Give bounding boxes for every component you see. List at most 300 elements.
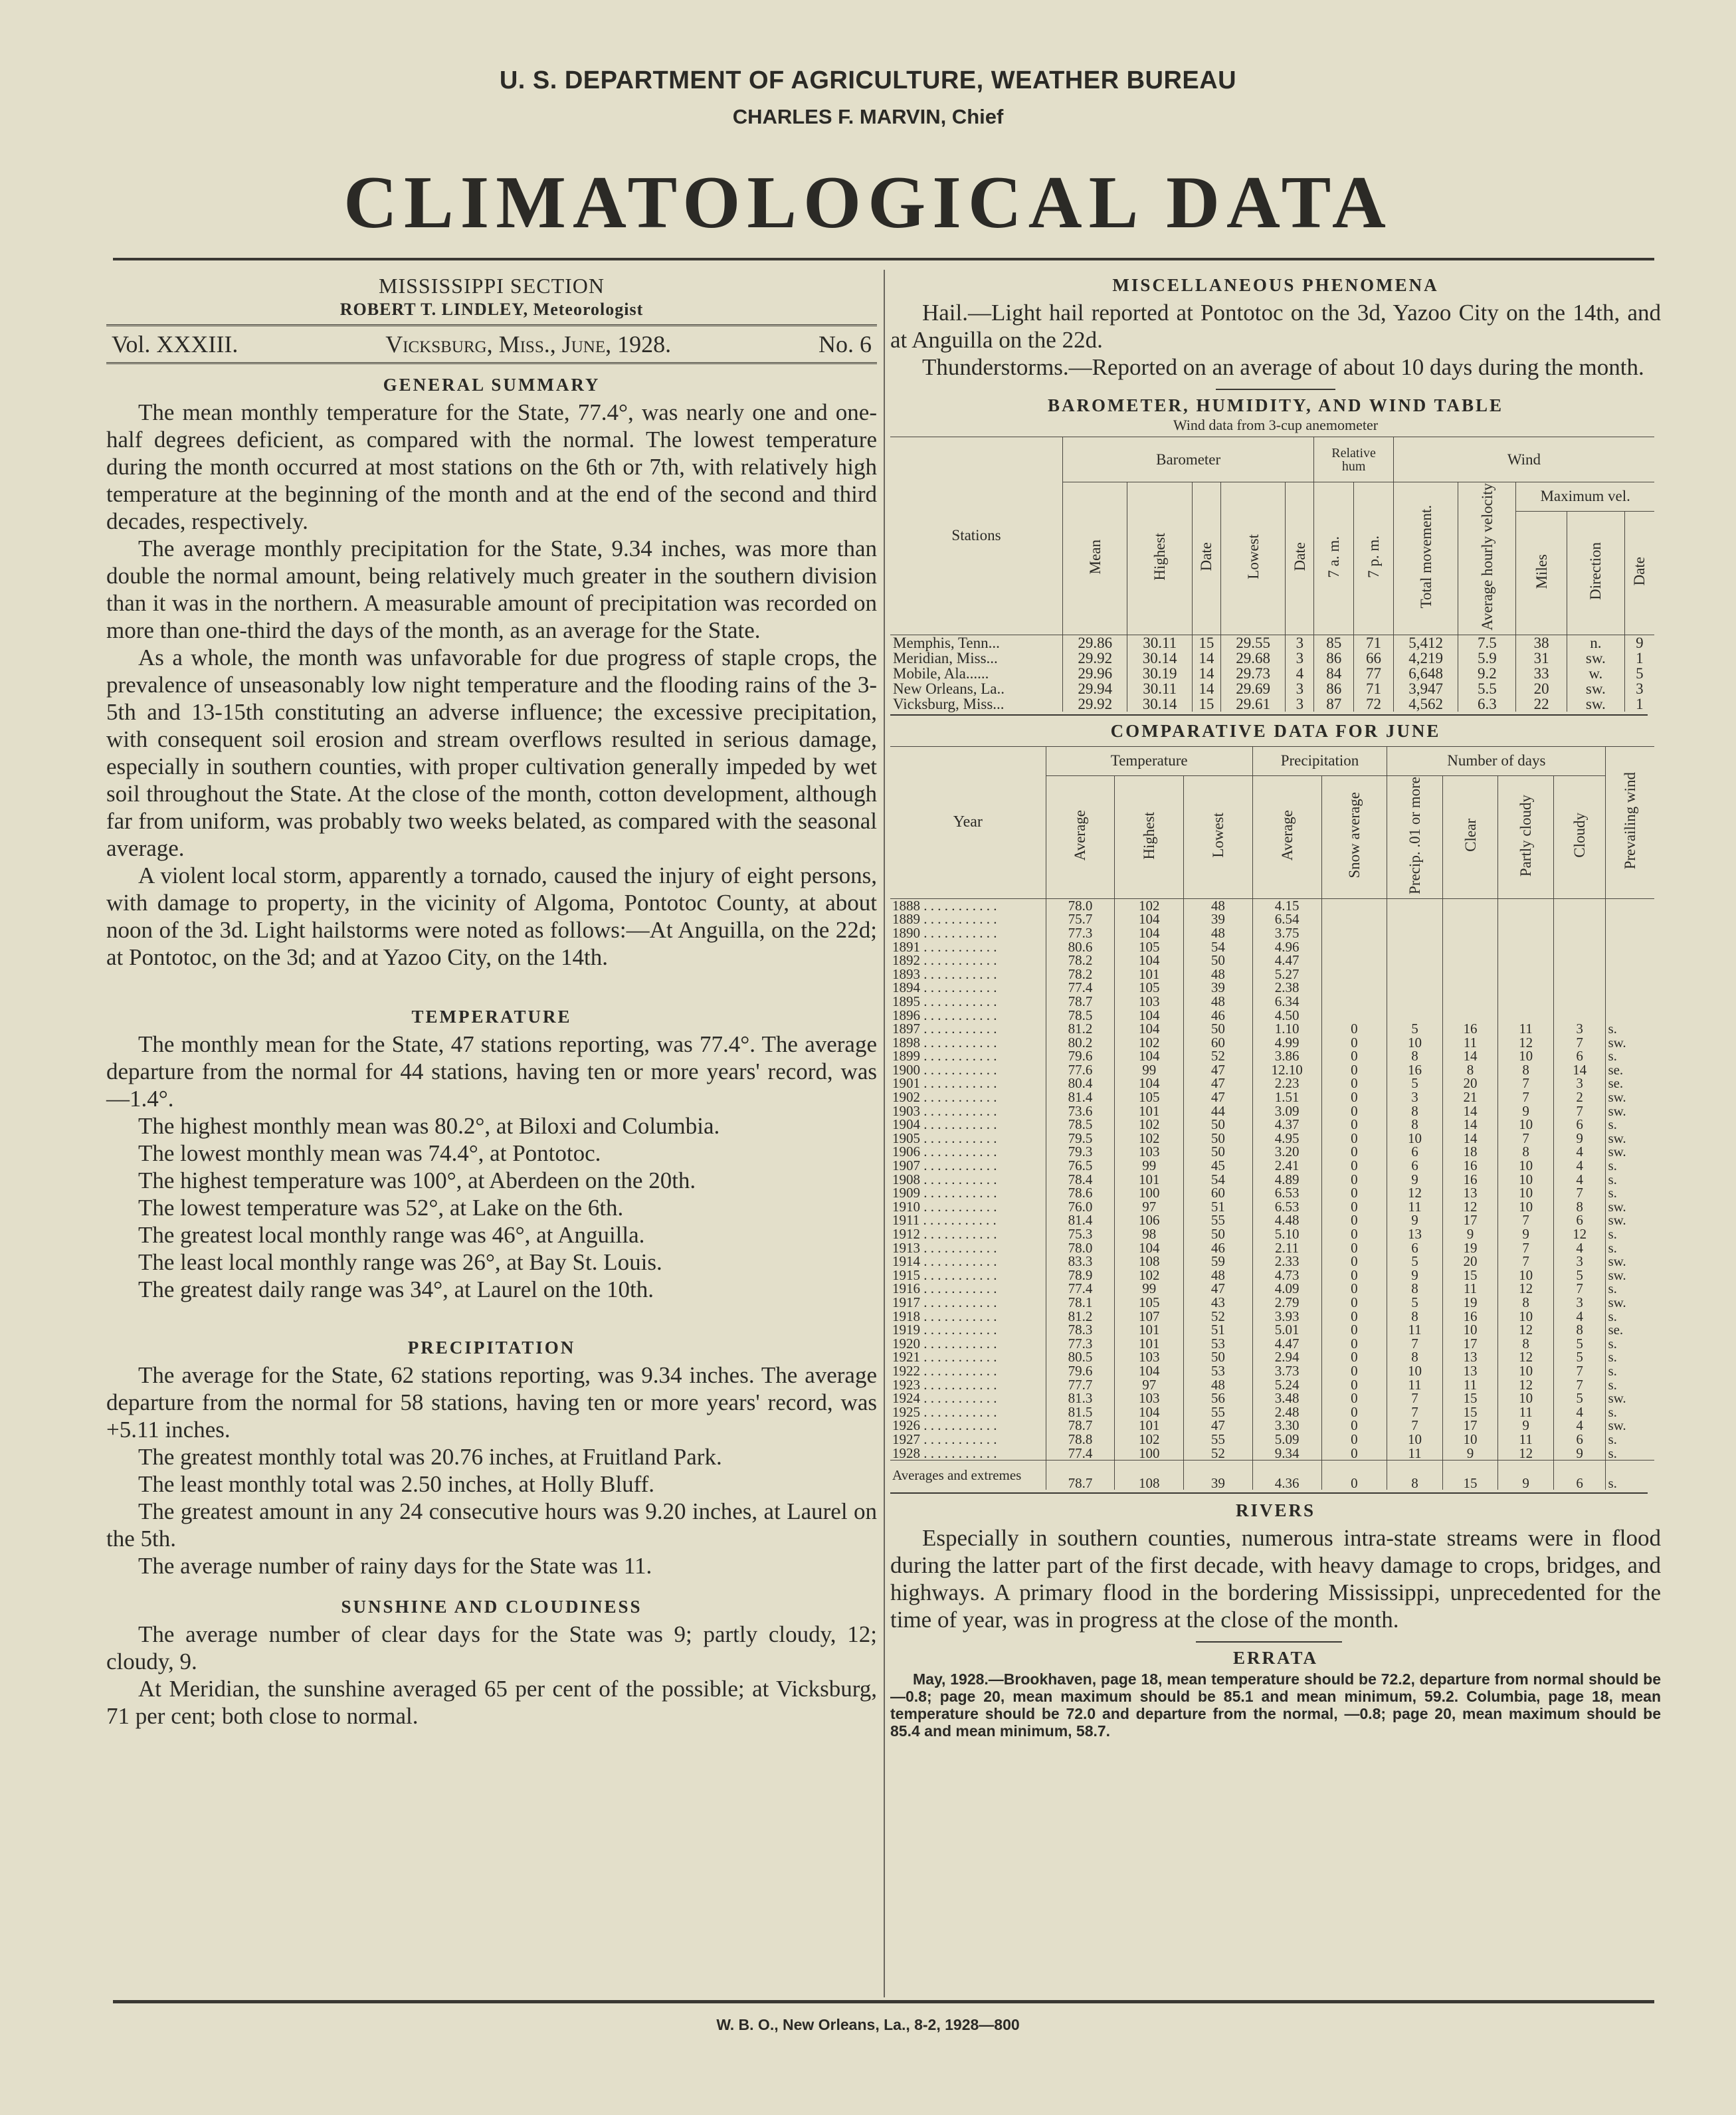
- table-cell: 17: [1442, 1337, 1498, 1351]
- table-cell: 3.75: [1252, 926, 1321, 940]
- table-cell: 8: [1387, 1460, 1443, 1490]
- table-cell: s.: [1606, 1337, 1654, 1351]
- col-snow-average: Snow average: [1345, 792, 1363, 879]
- precipitation-paragraph: The average number of rainy days for the State was 11.: [138, 1553, 652, 1579]
- table-cell: 0: [1321, 1186, 1387, 1200]
- table-cell: 12.10: [1252, 1063, 1321, 1077]
- table-cell: 6: [1553, 1460, 1606, 1490]
- year-row: [890, 1405, 1654, 1419]
- temperature-heading: TEMPERATURE: [411, 1007, 572, 1027]
- table-cell: 7: [1498, 1241, 1554, 1255]
- table-cell: [1498, 926, 1554, 940]
- table-cell: 14: [1553, 1063, 1606, 1077]
- table-cell: 97: [1115, 1378, 1184, 1392]
- year-row: [890, 1159, 1654, 1173]
- col-wind-date: Date: [1631, 557, 1648, 586]
- table-cell: s.: [1606, 1460, 1654, 1490]
- department-heading: U. S. DEPARTMENT OF AGRICULTURE, WEATHER BUREAU: [499, 66, 1237, 94]
- table-cell: [1387, 954, 1443, 967]
- table-cell: 48: [1184, 926, 1253, 940]
- table-cell: 15: [1442, 1405, 1498, 1419]
- year-label: 1896 . . . . . . . . . . .: [892, 1008, 997, 1023]
- table-cell: 30.19: [1127, 666, 1192, 681]
- table-cell: 4.36: [1252, 1460, 1321, 1490]
- barometer-table-title: BAROMETER, HUMIDITY, AND WIND TABLE: [1047, 395, 1504, 415]
- table-cell: 11: [1387, 1323, 1443, 1337]
- table-cell: 12: [1498, 1323, 1554, 1337]
- year-row: [890, 1118, 1654, 1132]
- table-cell: 9: [1498, 1460, 1554, 1490]
- table-cell: 102: [1115, 1268, 1184, 1282]
- table-cell: 77: [1354, 666, 1394, 681]
- table-cell: 0: [1321, 1076, 1387, 1090]
- table-cell: 5.9: [1458, 651, 1516, 666]
- table-cell: 0: [1321, 1255, 1387, 1268]
- table-cell: 21: [1442, 1090, 1498, 1104]
- sunshine-paragraph: The average number of clear days for the State was 9; partly cloudy, 12; cloudy, 9.: [106, 1621, 877, 1674]
- table-cell: 9: [1442, 1447, 1498, 1460]
- table-cell: 105: [1115, 940, 1184, 954]
- temperature-paragraph: The least local monthly range was 26°, at Bay St. Louis.: [138, 1249, 662, 1275]
- table-cell: s.: [1606, 1447, 1654, 1460]
- year-label: 1918 . . . . . . . . . . .: [892, 1309, 997, 1324]
- year-row: [890, 1104, 1654, 1118]
- table-cell: 102: [1115, 1132, 1184, 1146]
- table-cell: 39: [1184, 912, 1253, 926]
- table-cell: 0: [1321, 1282, 1387, 1296]
- summary-row: [890, 1460, 1654, 1490]
- table-cell: 78.7: [1046, 1419, 1115, 1433]
- col-highest: Highest: [1151, 533, 1169, 581]
- table-cell: 107: [1115, 1310, 1184, 1324]
- table-cell: [1442, 940, 1498, 954]
- station-name: New Orleans, La..: [893, 680, 1005, 697]
- col-mean: Mean: [1086, 539, 1104, 575]
- table-cell: 8: [1553, 1200, 1606, 1214]
- table-cell: 0: [1321, 1241, 1387, 1255]
- table-cell: 81.2: [1046, 1022, 1115, 1036]
- table-cell: 77.6: [1046, 1063, 1115, 1077]
- year-row: [890, 1391, 1654, 1405]
- table-cell: 11: [1387, 1447, 1443, 1460]
- meteorologist: ROBERT T. LINDLEY, Meteorologist: [339, 300, 644, 319]
- col-7pm: 7 p. m.: [1365, 535, 1382, 578]
- table-cell: 51: [1184, 1200, 1253, 1214]
- table-cell: 5: [1553, 1268, 1606, 1282]
- table-cell: sw.: [1567, 651, 1624, 666]
- barometer-table-subtitle: Wind data from 3-cup anemometer: [1173, 417, 1379, 433]
- table-cell: 0: [1321, 1296, 1387, 1310]
- table-cell: 47: [1184, 1090, 1253, 1104]
- table-cell: 12: [1498, 1447, 1554, 1460]
- year-row: [890, 926, 1654, 940]
- place-date: Vicksburg, Miss., June, 1928.: [385, 331, 672, 357]
- rivers-heading: RIVERS: [1235, 1500, 1316, 1521]
- table-cell: 76.0: [1046, 1200, 1115, 1214]
- table-cell: 14: [1442, 1104, 1498, 1118]
- table-cell: [1442, 926, 1498, 940]
- table-cell: 4: [1553, 1310, 1606, 1324]
- table-cell: 11: [1387, 1378, 1443, 1392]
- table-cell: 80.6: [1046, 940, 1115, 954]
- table-cell: 104: [1115, 1076, 1184, 1090]
- year-label: 1919 . . . . . . . . . . .: [892, 1323, 997, 1337]
- table-cell: 11: [1498, 1433, 1554, 1447]
- table-cell: 8: [1387, 1118, 1443, 1132]
- station-name: Memphis, Tenn...: [893, 634, 1000, 651]
- table-cell: 0: [1321, 1213, 1387, 1227]
- year-label: 1899 . . . . . . . . . . .: [892, 1049, 997, 1063]
- year-label: 1897 . . . . . . . . . . .: [892, 1022, 997, 1036]
- table-cell: 102: [1115, 1036, 1184, 1050]
- table-cell: se.: [1606, 1323, 1654, 1337]
- table-cell: 16: [1442, 1173, 1498, 1187]
- table-cell: 29.55: [1220, 635, 1285, 651]
- table-cell: [1321, 912, 1387, 926]
- table-cell: sw.: [1606, 1104, 1654, 1118]
- table-cell: 101: [1115, 1337, 1184, 1351]
- table-cell: 3.93: [1252, 1310, 1321, 1324]
- table-cell: [1321, 981, 1387, 995]
- table-cell: 0: [1321, 1433, 1387, 1447]
- table-cell: 5.01: [1252, 1323, 1321, 1337]
- summary-paragraph: A violent local storm, apparently a tornado, caused the injury of eight persons, with damage to property, in the vicinity of Algoma, Pontotoc County, at about noon of the 3d. Light hailstorms were noted as follows:—At Anguilla, on the 22d; at Pontotoc, on the 3d; and at Yazoo City, on the 14th.: [106, 862, 877, 970]
- table-cell: 10: [1498, 1186, 1554, 1200]
- year-row: [890, 898, 1654, 912]
- temperature-paragraph: The highest monthly mean was 80.2°, at Biloxi and Columbia.: [138, 1113, 720, 1139]
- table-cell: 78.5: [1046, 1009, 1115, 1023]
- table-cell: s.: [1606, 1159, 1654, 1173]
- table-cell: 54: [1184, 1173, 1253, 1187]
- table-cell: 4: [1553, 1145, 1606, 1159]
- table-cell: [1442, 912, 1498, 926]
- table-cell: 14: [1442, 1132, 1498, 1146]
- temperature-paragraph: The monthly mean for the State, 47 stations reporting, was 77.4°. The average departure from the normal for 44 stations, having ten or more years' record, was —1.4°.: [106, 1031, 877, 1112]
- table-cell: 15: [1442, 1391, 1498, 1405]
- table-cell: 75.3: [1046, 1227, 1115, 1241]
- col-date: Date: [1291, 542, 1308, 571]
- table-cell: 7: [1498, 1076, 1554, 1090]
- table-cell: 78.0: [1046, 1241, 1115, 1255]
- sunshine-heading: SUNSHINE AND CLOUDINESS: [341, 1597, 642, 1617]
- table-cell: 4: [1553, 1159, 1606, 1173]
- table-cell: sw.: [1567, 681, 1624, 696]
- table-cell: 3: [1286, 635, 1314, 651]
- table-cell: s.: [1606, 1227, 1654, 1241]
- table-cell: 13: [1442, 1186, 1498, 1200]
- table-cell: 10: [1387, 1132, 1443, 1146]
- table-cell: 29.68: [1220, 651, 1285, 666]
- table-cell: sw.: [1606, 1419, 1654, 1433]
- short-rule: [1216, 389, 1335, 390]
- table-cell: 108: [1115, 1255, 1184, 1268]
- misc-heading: MISCELLANEOUS PHENOMENA: [1112, 275, 1439, 295]
- wind-group-header: Wind: [1393, 437, 1654, 482]
- table-cell: sw.: [1567, 696, 1624, 712]
- table-cell: 86: [1314, 651, 1354, 666]
- table-cell: 1: [1624, 696, 1654, 712]
- col-direction: Direction: [1587, 542, 1604, 601]
- table-cell: 9.2: [1458, 666, 1516, 681]
- left-column: [106, 272, 877, 1730]
- table-cell: 9: [1498, 1104, 1554, 1118]
- table-cell: 48: [1184, 1268, 1253, 1282]
- year-row: [890, 954, 1654, 967]
- errata-heading: ERRATA: [1232, 1648, 1318, 1668]
- table-cell: 71: [1354, 635, 1394, 651]
- table-cell: 4.48: [1252, 1213, 1321, 1227]
- table-cell: 0: [1321, 1419, 1387, 1433]
- volume-row: [106, 324, 877, 364]
- table-cell: 77.4: [1046, 1282, 1115, 1296]
- table-cell: 5: [1387, 1296, 1443, 1310]
- table-cell: 0: [1321, 1063, 1387, 1077]
- year-row: [890, 1200, 1654, 1214]
- misc-paragraph: Thunderstorms.—Reported on an average of about 10 days during the month.: [922, 354, 1644, 380]
- table-cell: 50: [1184, 1118, 1253, 1132]
- table-cell: 7: [1387, 1391, 1443, 1405]
- year-label: 1910 . . . . . . . . . . .: [892, 1199, 997, 1214]
- table-cell: 4,562: [1393, 696, 1458, 712]
- table-cell: 0: [1321, 1227, 1387, 1241]
- table-cell: 101: [1115, 1104, 1184, 1118]
- table-cell: 11: [1498, 1405, 1554, 1419]
- year-row: [890, 1296, 1654, 1310]
- table-cell: 2: [1553, 1090, 1606, 1104]
- table-cell: 8: [1553, 1323, 1606, 1337]
- table-cell: [1387, 912, 1443, 926]
- table-cell: 50: [1184, 1350, 1253, 1364]
- year-label: 1894 . . . . . . . . . . .: [892, 981, 997, 995]
- table-cell: [1442, 954, 1498, 967]
- table-cell: [1498, 954, 1554, 967]
- table-cell: 30.14: [1127, 696, 1192, 712]
- table-cell: 4.47: [1252, 954, 1321, 967]
- table-cell: 11: [1442, 1378, 1498, 1392]
- table-cell: 16: [1442, 1159, 1498, 1173]
- year-row: [890, 1378, 1654, 1392]
- table-cell: 8: [1498, 1296, 1554, 1310]
- year-label: 1914 . . . . . . . . . . .: [892, 1255, 997, 1268]
- station-name: Mobile, Ala......: [893, 664, 989, 682]
- table-cell: 5: [1387, 1255, 1443, 1268]
- barometer-table: [890, 437, 1654, 712]
- table-cell: 77.3: [1046, 1337, 1115, 1351]
- table-cell: [1321, 940, 1387, 954]
- short-rule: [1196, 1641, 1342, 1643]
- table-cell: 3.09: [1252, 1104, 1321, 1118]
- table-cell: 50: [1184, 1132, 1253, 1146]
- table-cell: [1606, 995, 1654, 1009]
- table-cell: 4: [1553, 1419, 1606, 1433]
- year-row: [890, 1323, 1654, 1337]
- table-cell: 5: [1387, 1076, 1443, 1090]
- table-cell: 77.4: [1046, 981, 1115, 995]
- misc-paragraph: Hail.—Light hail reported at Pontotoc on the 3d, Yazoo City on the 14th, and at Anguilla on the 22d.: [890, 300, 1661, 353]
- table-cell: 52: [1184, 1049, 1253, 1063]
- table-cell: 3: [1387, 1090, 1443, 1104]
- table-cell: 99: [1115, 1159, 1184, 1173]
- table-cell: 16: [1387, 1063, 1443, 1077]
- table-cell: 8: [1498, 1063, 1554, 1077]
- general-summary-heading: GENERAL SUMMARY: [383, 375, 601, 395]
- year-row: [890, 1433, 1654, 1447]
- table-cell: 4.50: [1252, 1009, 1321, 1023]
- table-cell: [1553, 1009, 1606, 1023]
- table-cell: 0: [1321, 1391, 1387, 1405]
- table-cell: [1498, 981, 1554, 995]
- table-cell: 81.4: [1046, 1213, 1115, 1227]
- table-cell: 9: [1442, 1227, 1498, 1241]
- table-cell: 39: [1184, 1460, 1253, 1490]
- year-label: 1902 . . . . . . . . . . .: [892, 1090, 997, 1104]
- table-cell: 8: [1387, 1104, 1443, 1118]
- year-row: [890, 1310, 1654, 1324]
- barometer-group-header: Barometer: [1062, 437, 1313, 482]
- year-row: [890, 1213, 1654, 1227]
- table-cell: 2.33: [1252, 1255, 1321, 1268]
- year-row: [890, 1419, 1654, 1433]
- year-row: [890, 912, 1654, 926]
- table-cell: [1606, 912, 1654, 926]
- table-cell: 6: [1553, 1213, 1606, 1227]
- table-cell: 80.5: [1046, 1350, 1115, 1364]
- table-cell: [1606, 967, 1654, 981]
- table-cell: [1553, 967, 1606, 981]
- table-cell: s.: [1606, 1118, 1654, 1132]
- table-cell: [1606, 926, 1654, 940]
- year-label: 1927 . . . . . . . . . . .: [892, 1432, 997, 1447]
- col-clear: Clear: [1462, 819, 1479, 853]
- table-cell: 3.86: [1252, 1049, 1321, 1063]
- table-cell: 14: [1192, 651, 1220, 666]
- table-cell: 48: [1184, 898, 1253, 912]
- table-cell: 6.53: [1252, 1200, 1321, 1214]
- year-row: [890, 1049, 1654, 1063]
- year-label: 1925 . . . . . . . . . . .: [892, 1405, 997, 1419]
- col-date: Date: [1198, 542, 1215, 571]
- table-cell: 8: [1498, 1337, 1554, 1351]
- table-cell: s.: [1606, 1049, 1654, 1063]
- table-cell: 104: [1115, 1241, 1184, 1255]
- table-cell: 53: [1184, 1337, 1253, 1351]
- table-cell: 78.7: [1046, 1460, 1115, 1490]
- table-cell: 100: [1115, 1186, 1184, 1200]
- table-cell: 5.27: [1252, 967, 1321, 981]
- table-cell: [1553, 912, 1606, 926]
- year-label: 1913 . . . . . . . . . . .: [892, 1241, 997, 1255]
- year-label: 1921 . . . . . . . . . . .: [892, 1350, 997, 1364]
- table-cell: [1442, 1009, 1498, 1023]
- table-cell: 106: [1115, 1213, 1184, 1227]
- year-row: [890, 981, 1654, 995]
- table-cell: 79.6: [1046, 1049, 1115, 1063]
- summary-paragraph: As a whole, the month was unfavorable for due progress of staple crops, the prevalence of unseasonably low night temperature and the flooding rains of the 3-5th and 13-15th constituting an adverse influence; the excessive precipitation, with consequent soil erosion and stream overflows resulted in serious damage, especially in southern counties, with proper cultivation generally impeded by wet soil throughout the State. At the close of the month, cotton development, although far from uniform, was probably two weeks belated, as compared with the seasonal average.: [106, 645, 877, 861]
- table-cell: 7.5: [1458, 635, 1516, 651]
- table-cell: 9.34: [1252, 1447, 1321, 1460]
- table-cell: 30.11: [1127, 681, 1192, 696]
- table-cell: 0: [1321, 1090, 1387, 1104]
- table-cell: 4.95: [1252, 1132, 1321, 1146]
- chief-heading: CHARLES F. MARVIN, Chief: [732, 105, 1004, 128]
- table-cell: 9: [1387, 1268, 1443, 1282]
- table-cell: 12: [1442, 1200, 1498, 1214]
- table-cell: s.: [1606, 1241, 1654, 1255]
- table-cell: 29.73: [1220, 666, 1285, 681]
- table-cell: 104: [1115, 1405, 1184, 1419]
- table-cell: 47: [1184, 1063, 1253, 1077]
- year-label: 1903 . . . . . . . . . . .: [892, 1104, 997, 1118]
- volume: Vol. XXXIII.: [112, 331, 239, 357]
- table-cell: 79.5: [1046, 1132, 1115, 1146]
- table-cell: 38: [1516, 635, 1567, 651]
- table-cell: 2.48: [1252, 1405, 1321, 1419]
- year-label: 1917 . . . . . . . . . . .: [892, 1295, 997, 1310]
- table-cell: 99: [1115, 1063, 1184, 1077]
- year-label: 1924 . . . . . . . . . . .: [892, 1391, 997, 1405]
- temperature-group-header: Temperature: [1046, 746, 1252, 775]
- table-cell: 9: [1387, 1213, 1443, 1227]
- table-cell: 105: [1115, 1090, 1184, 1104]
- table-cell: 2.23: [1252, 1076, 1321, 1090]
- year-label: 1901 . . . . . . . . . . .: [892, 1076, 997, 1091]
- table-cell: 103: [1115, 995, 1184, 1009]
- year-row: [890, 1227, 1654, 1241]
- table-cell: 0: [1321, 1145, 1387, 1159]
- table-cell: 46: [1184, 1241, 1253, 1255]
- table-cell: 60: [1184, 1186, 1253, 1200]
- table-cell: 12: [1498, 1282, 1554, 1296]
- table-cell: 55: [1184, 1405, 1253, 1419]
- table-cell: 4: [1553, 1173, 1606, 1187]
- table-cell: s.: [1606, 1173, 1654, 1187]
- temperature-paragraph: The greatest daily range was 34°, at Laurel on the 10th.: [138, 1276, 654, 1302]
- table-cell: 104: [1115, 912, 1184, 926]
- table-cell: [1498, 912, 1554, 926]
- table-cell: 98: [1115, 1227, 1184, 1241]
- table-cell: 19: [1442, 1296, 1498, 1310]
- year-label: 1895 . . . . . . . . . . .: [892, 994, 997, 1009]
- table-cell: 52: [1184, 1447, 1253, 1460]
- table-cell: 7: [1498, 1090, 1554, 1104]
- temperature-paragraph: The highest temperature was 100°, at Aberdeen on the 20th.: [138, 1167, 696, 1193]
- table-cell: 5: [1553, 1350, 1606, 1364]
- table-cell: 0: [1321, 1132, 1387, 1146]
- table-cell: sw.: [1606, 1391, 1654, 1405]
- table-cell: 29.92: [1062, 696, 1127, 712]
- table-cell: 0: [1321, 1364, 1387, 1378]
- col-total-movement: Total movement.: [1417, 505, 1434, 609]
- table-cell: 87: [1314, 696, 1354, 712]
- table-cell: 7: [1387, 1337, 1443, 1351]
- table-cell: 3: [1286, 651, 1314, 666]
- table-cell: 7: [1553, 1104, 1606, 1118]
- table-cell: 5.5: [1458, 681, 1516, 696]
- table-cell: 13: [1442, 1364, 1498, 1378]
- table-cell: 2.94: [1252, 1350, 1321, 1364]
- table-cell: 10: [1498, 1391, 1554, 1405]
- table-cell: 6: [1387, 1241, 1443, 1255]
- table-cell: 73.6: [1046, 1104, 1115, 1118]
- table-cell: 6: [1387, 1159, 1443, 1173]
- table-cell: 39: [1184, 981, 1253, 995]
- table-cell: 0: [1321, 1337, 1387, 1351]
- table-cell: 10: [1498, 1268, 1554, 1282]
- table-cell: 10: [1498, 1159, 1554, 1173]
- table-cell: 4.89: [1252, 1173, 1321, 1187]
- precipitation-group-header: Precipitation: [1252, 746, 1387, 775]
- table-cell: [1321, 898, 1387, 912]
